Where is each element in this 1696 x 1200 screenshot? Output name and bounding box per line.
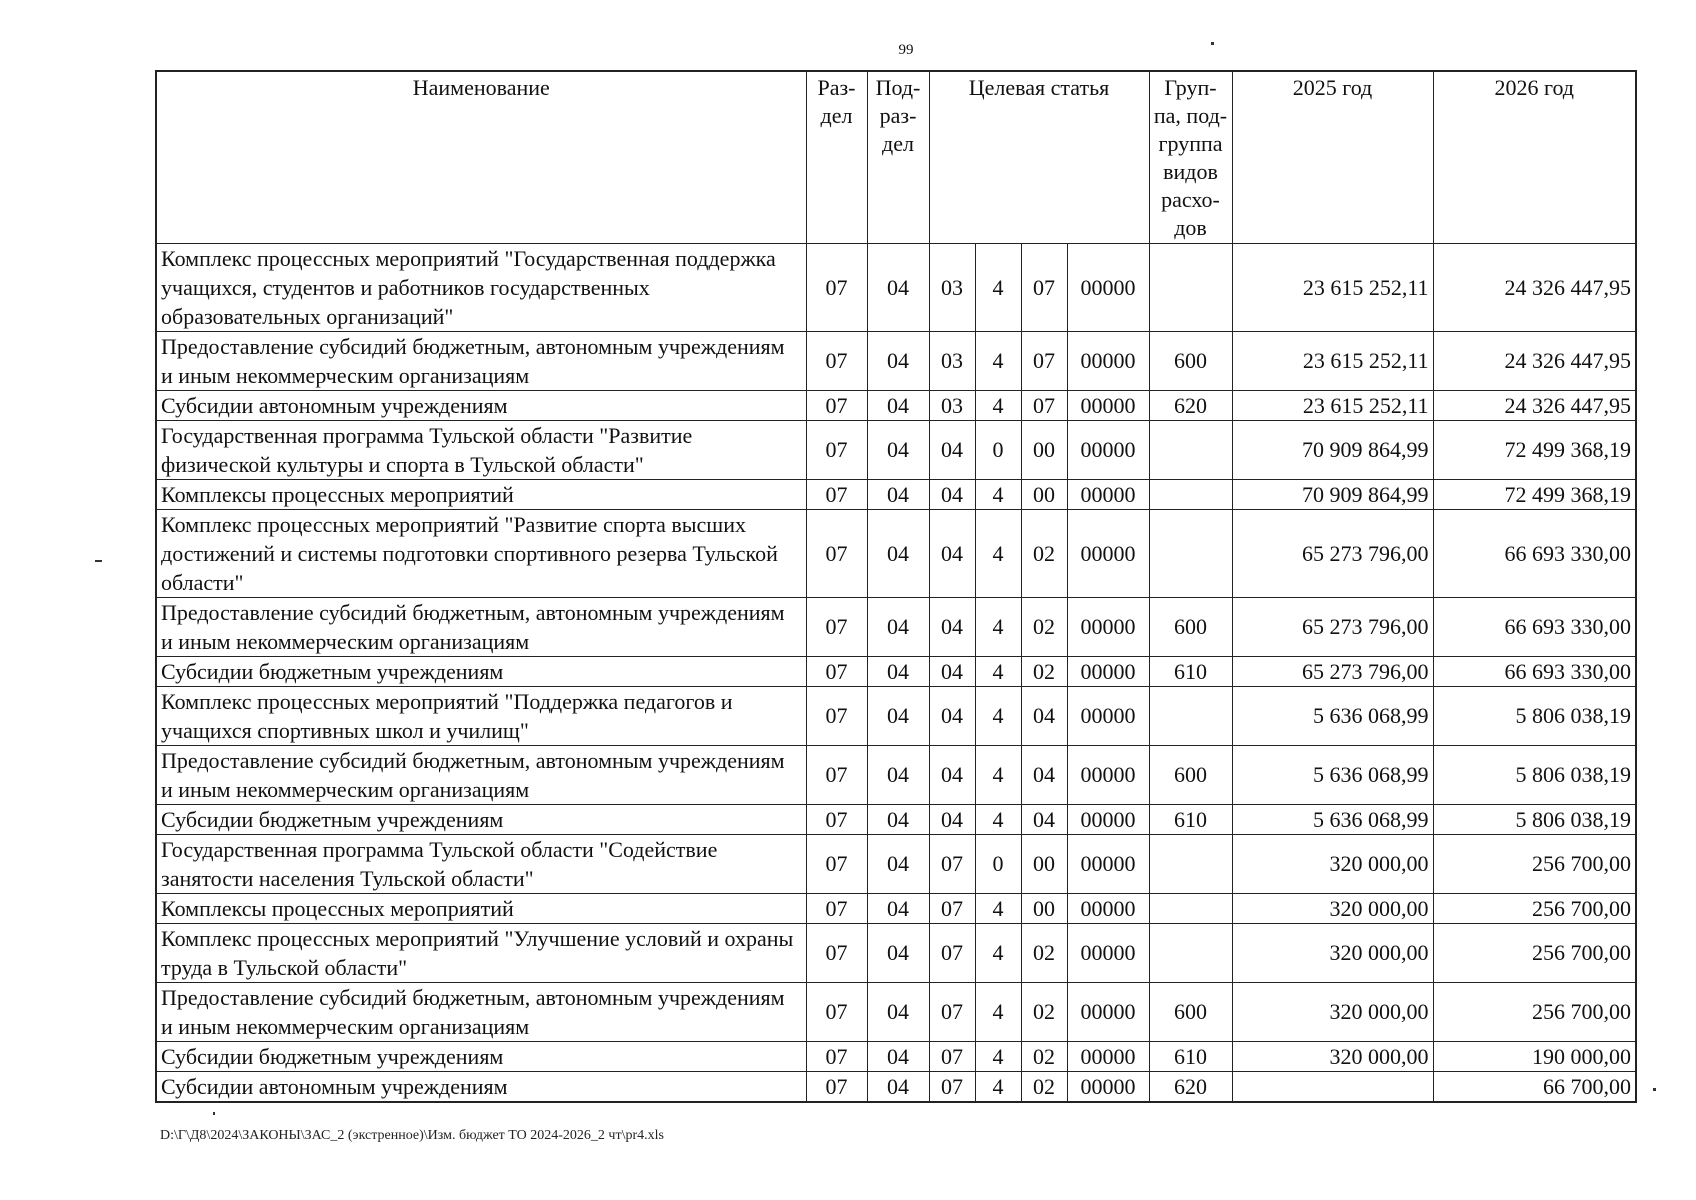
table-row [156,1041,1636,1071]
cell-structural-element: 07 [1021,390,1067,420]
cell-program: 03 [929,390,975,420]
cell-amount-2026: 66 693 330,00 [1433,656,1636,686]
cell-direction-code: 00000 [1067,745,1149,804]
cell-name: Субсидии бюджетным учреждениям [156,804,806,834]
cell-amount-2025: 65 273 796,00 [1232,597,1433,656]
cell-direction-code: 00000 [1067,479,1149,509]
cell-amount-2026: 72 499 368,19 [1433,479,1636,509]
cell-subsection: 04 [867,597,929,656]
scan-speck [1653,1088,1656,1091]
cell-section: 07 [806,390,867,420]
cell-section: 07 [806,686,867,745]
table-row [156,1071,1636,1102]
cell-program-type: 4 [975,745,1021,804]
header-target-article: Целевая статья [929,71,1149,243]
cell-program-type: 0 [975,834,1021,893]
cell-amount-2025: 320 000,00 [1232,982,1433,1041]
cell-program-type: 4 [975,331,1021,390]
cell-amount-2026: 66 693 330,00 [1433,509,1636,597]
cell-program-type: 4 [975,509,1021,597]
header-name: Наименование [156,71,806,243]
cell-amount-2025: 320 000,00 [1232,1041,1433,1071]
cell-section: 07 [806,420,867,479]
table-row [156,243,1636,331]
cell-program-type: 4 [975,923,1021,982]
cell-program: 07 [929,1071,975,1102]
table-row [156,509,1636,597]
table-row [156,686,1636,745]
cell-name: Комплекс процессных мероприятий "Развитие спорта высших достижений и системы подготовки спортивного резерва Тульской области" [156,509,806,597]
cell-name: Предоставление субсидий бюджетным, автономным учреждениям и иным некоммерческим организациям [156,331,806,390]
cell-name: Субсидии бюджетным учреждениям [156,656,806,686]
cell-expense-group: 620 [1149,1071,1232,1102]
page-number: 99 [898,42,914,58]
cell-expense-group: 610 [1149,656,1232,686]
cell-amount-2025: 23 615 252,11 [1232,331,1433,390]
budget-table [155,70,1637,1103]
cell-amount-2026: 66 700,00 [1433,1071,1636,1102]
header-year-2026: 2026 год [1433,71,1636,243]
cell-name: Предоставление субсидий бюджетным, автономным учреждениям и иным некоммерческим организациям [156,982,806,1041]
cell-program: 07 [929,923,975,982]
cell-program: 07 [929,1041,975,1071]
cell-expense-group [1149,479,1232,509]
cell-section: 07 [806,804,867,834]
cell-program: 04 [929,479,975,509]
scan-speck [213,1112,215,1115]
cell-program-type: 0 [975,420,1021,479]
table-row [156,656,1636,686]
cell-subsection: 04 [867,923,929,982]
cell-section: 07 [806,656,867,686]
cell-structural-element: 04 [1021,686,1067,745]
cell-amount-2025: 5 636 068,99 [1232,686,1433,745]
cell-subsection: 04 [867,1041,929,1071]
cell-name: Комплексы процессных мероприятий [156,893,806,923]
cell-program-type: 4 [975,243,1021,331]
cell-subsection: 04 [867,1071,929,1102]
cell-direction-code: 00000 [1067,923,1149,982]
cell-program-type: 4 [975,686,1021,745]
cell-structural-element: 04 [1021,804,1067,834]
cell-name: Государственная программа Тульской области "Развитие физической культуры и спорта в Тульской области" [156,420,806,479]
cell-amount-2026: 66 693 330,00 [1433,597,1636,656]
cell-subsection: 04 [867,479,929,509]
table-row [156,390,1636,420]
cell-program-type: 4 [975,804,1021,834]
cell-direction-code: 00000 [1067,982,1149,1041]
cell-subsection: 04 [867,420,929,479]
cell-section: 07 [806,982,867,1041]
cell-direction-code: 00000 [1067,1041,1149,1071]
scan-speck [1211,42,1214,45]
footer-file-path: D:\Г\Д8\2024\ЗАКОНЫ\ЗАС_2 (экстренное)\Изм. бюджет ТО 2024-2026_2 чт\pr4.xls [160,1128,664,1143]
cell-subsection: 04 [867,243,929,331]
cell-section: 07 [806,1071,867,1102]
cell-program: 03 [929,331,975,390]
cell-expense-group: 600 [1149,982,1232,1041]
cell-structural-element: 02 [1021,597,1067,656]
cell-name: Субсидии бюджетным учреждениям [156,1041,806,1071]
cell-expense-group: 610 [1149,804,1232,834]
cell-name: Комплекс процессных мероприятий "Поддержка педагогов и учащихся спортивных школ и училищ" [156,686,806,745]
cell-structural-element: 02 [1021,1071,1067,1102]
header-year-2025: 2025 год [1232,71,1433,243]
cell-expense-group: 620 [1149,390,1232,420]
cell-expense-group [1149,420,1232,479]
cell-subsection: 04 [867,686,929,745]
cell-program: 04 [929,656,975,686]
cell-subsection: 04 [867,390,929,420]
cell-subsection: 04 [867,509,929,597]
cell-program: 03 [929,243,975,331]
cell-name: Комплекс процессных мероприятий "Государственная поддержка учащихся, студентов и работников государственных образовательных организаций" [156,243,806,331]
cell-amount-2025: 65 273 796,00 [1232,656,1433,686]
table-row [156,420,1636,479]
cell-structural-element: 02 [1021,982,1067,1041]
table-header-row [156,71,1636,243]
table-row [156,834,1636,893]
cell-direction-code: 00000 [1067,834,1149,893]
header-subsection: Под-раз-дел [867,71,929,243]
header-section: Раз-дел [806,71,867,243]
cell-structural-element: 00 [1021,420,1067,479]
table-row [156,597,1636,656]
cell-structural-element: 04 [1021,745,1067,804]
cell-structural-element: 07 [1021,243,1067,331]
cell-program: 04 [929,509,975,597]
cell-amount-2026: 256 700,00 [1433,982,1636,1041]
cell-amount-2025: 23 615 252,11 [1232,390,1433,420]
cell-section: 07 [806,893,867,923]
table-row [156,893,1636,923]
cell-subsection: 04 [867,331,929,390]
cell-amount-2025: 65 273 796,00 [1232,509,1433,597]
cell-direction-code: 00000 [1067,243,1149,331]
cell-program-type: 4 [975,479,1021,509]
cell-amount-2026: 24 326 447,95 [1433,243,1636,331]
cell-section: 07 [806,834,867,893]
cell-subsection: 04 [867,834,929,893]
cell-amount-2026: 190 000,00 [1433,1041,1636,1071]
cell-program: 07 [929,834,975,893]
cell-structural-element: 00 [1021,834,1067,893]
cell-program: 04 [929,597,975,656]
table-row [156,331,1636,390]
cell-amount-2026: 256 700,00 [1433,923,1636,982]
cell-program: 07 [929,893,975,923]
cell-program-type: 4 [975,656,1021,686]
table-body [156,243,1636,1102]
cell-name: Субсидии автономным учреждениям [156,390,806,420]
table-row [156,982,1636,1041]
cell-amount-2026: 5 806 038,19 [1433,686,1636,745]
cell-amount-2026: 256 700,00 [1433,893,1636,923]
cell-program: 04 [929,745,975,804]
cell-amount-2025: 320 000,00 [1232,834,1433,893]
cell-expense-group [1149,834,1232,893]
cell-program-type: 4 [975,1071,1021,1102]
cell-direction-code: 00000 [1067,390,1149,420]
cell-structural-element: 02 [1021,656,1067,686]
cell-amount-2025: 320 000,00 [1232,923,1433,982]
cell-program-type: 4 [975,1041,1021,1071]
cell-direction-code: 00000 [1067,656,1149,686]
cell-name: Предоставление субсидий бюджетным, автономным учреждениям и иным некоммерческим организациям [156,597,806,656]
cell-name: Предоставление субсидий бюджетным, автономным учреждениям и иным некоммерческим организациям [156,745,806,804]
cell-direction-code: 00000 [1067,597,1149,656]
cell-expense-group: 600 [1149,597,1232,656]
cell-amount-2026: 24 326 447,95 [1433,390,1636,420]
cell-amount-2025: 5 636 068,99 [1232,804,1433,834]
cell-amount-2026: 5 806 038,19 [1433,745,1636,804]
cell-structural-element: 00 [1021,893,1067,923]
cell-expense-group [1149,243,1232,331]
cell-program: 07 [929,982,975,1041]
cell-amount-2025: 320 000,00 [1232,893,1433,923]
cell-program-type: 4 [975,982,1021,1041]
cell-amount-2026: 5 806 038,19 [1433,804,1636,834]
cell-program: 04 [929,420,975,479]
cell-expense-group: 600 [1149,745,1232,804]
cell-direction-code: 00000 [1067,893,1149,923]
cell-amount-2025: 70 909 864,99 [1232,420,1433,479]
table-row [156,923,1636,982]
cell-section: 07 [806,1041,867,1071]
scan-speck [95,560,102,562]
cell-expense-group [1149,686,1232,745]
table-row [156,804,1636,834]
cell-expense-group [1149,893,1232,923]
cell-direction-code: 00000 [1067,420,1149,479]
cell-direction-code: 00000 [1067,1071,1149,1102]
cell-structural-element: 02 [1021,1041,1067,1071]
cell-section: 07 [806,331,867,390]
cell-expense-group: 600 [1149,331,1232,390]
cell-section: 07 [806,745,867,804]
cell-name: Комплексы процессных мероприятий [156,479,806,509]
cell-amount-2026: 256 700,00 [1433,834,1636,893]
cell-subsection: 04 [867,656,929,686]
cell-section: 07 [806,597,867,656]
cell-structural-element: 02 [1021,923,1067,982]
cell-program-type: 4 [975,390,1021,420]
cell-expense-group [1149,509,1232,597]
cell-structural-element: 02 [1021,509,1067,597]
cell-direction-code: 00000 [1067,804,1149,834]
cell-direction-code: 00000 [1067,686,1149,745]
table-row [156,479,1636,509]
cell-amount-2026: 72 499 368,19 [1433,420,1636,479]
cell-amount-2025: 23 615 252,11 [1232,243,1433,331]
cell-subsection: 04 [867,804,929,834]
cell-section: 07 [806,509,867,597]
cell-subsection: 04 [867,893,929,923]
cell-direction-code: 00000 [1067,509,1149,597]
cell-structural-element: 00 [1021,479,1067,509]
cell-name: Государственная программа Тульской области "Содействие занятости населения Тульской области" [156,834,806,893]
cell-section: 07 [806,479,867,509]
cell-amount-2025: 70 909 864,99 [1232,479,1433,509]
cell-subsection: 04 [867,982,929,1041]
cell-amount-2026: 24 326 447,95 [1433,331,1636,390]
cell-structural-element: 07 [1021,331,1067,390]
cell-name: Субсидии автономным учреждениям [156,1071,806,1102]
table-row [156,745,1636,804]
cell-amount-2025: 5 636 068,99 [1232,745,1433,804]
cell-direction-code: 00000 [1067,331,1149,390]
cell-program-type: 4 [975,597,1021,656]
cell-section: 07 [806,243,867,331]
cell-program: 04 [929,686,975,745]
cell-program-type: 4 [975,893,1021,923]
cell-expense-group [1149,923,1232,982]
cell-name: Комплекс процессных мероприятий "Улучшение условий и охраны труда в Тульской области" [156,923,806,982]
cell-subsection: 04 [867,745,929,804]
cell-amount-2025 [1232,1071,1433,1102]
header-expense-group: Груп-па, под-группа видов расхо-дов [1149,71,1232,243]
cell-expense-group: 610 [1149,1041,1232,1071]
cell-program: 04 [929,804,975,834]
cell-section: 07 [806,923,867,982]
